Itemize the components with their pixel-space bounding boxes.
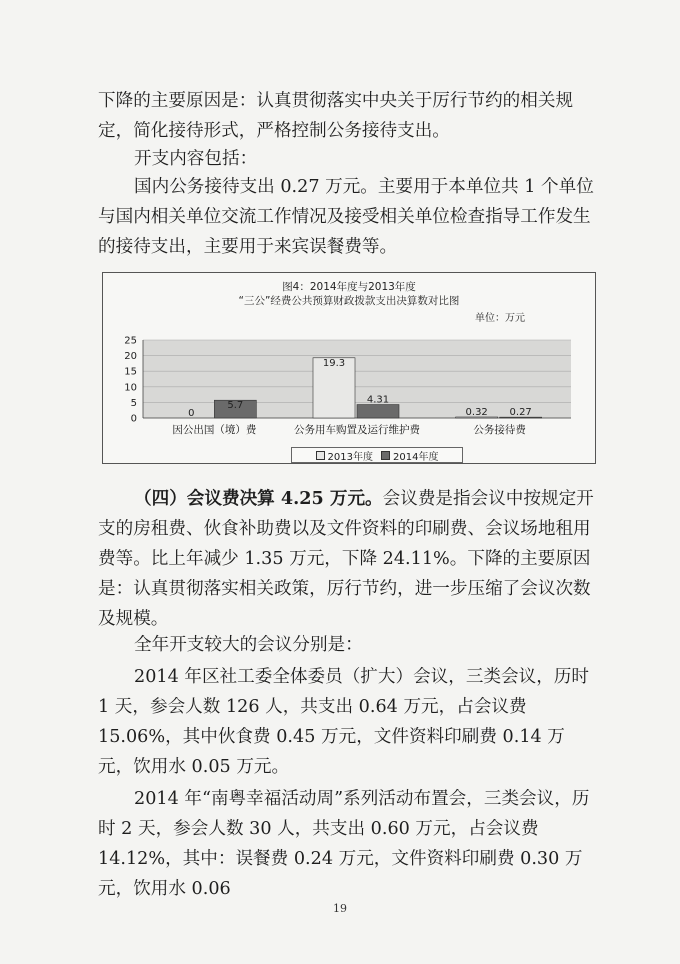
y-tick-label: 10 xyxy=(124,382,137,394)
x-category-label: 因公出国（境）费 xyxy=(172,424,257,436)
data-label: 19.3 xyxy=(322,357,346,369)
y-tick-label: 0 xyxy=(130,413,137,425)
paragraph-4 xyxy=(98,484,598,634)
meeting-fee-heading: （四）会议费决算 4.25 万元。 xyxy=(134,488,383,509)
data-label: 0.27 xyxy=(509,407,532,419)
legend-label-2014: 2014年度 xyxy=(393,451,439,463)
data-label: 0.32 xyxy=(465,407,488,419)
data-label: 5.7 xyxy=(227,400,244,412)
legend-label-2013: 2013年度 xyxy=(327,451,373,463)
data-label: 4.31 xyxy=(366,394,390,406)
legend-item-2013 xyxy=(316,448,373,463)
y-tick-label: 15 xyxy=(124,366,137,378)
bar-chart xyxy=(103,273,595,445)
legend-swatch-2014 xyxy=(381,451,390,460)
y-tick-label: 5 xyxy=(130,397,137,409)
legend-swatch-2013 xyxy=(316,451,325,460)
chart-container xyxy=(102,272,596,464)
chart-legend xyxy=(291,447,463,463)
chart-unit-label: 单位：万元 xyxy=(475,313,525,324)
y-tick-label: 20 xyxy=(124,351,137,363)
y-tick-label: 25 xyxy=(124,335,137,347)
data-label: 0 xyxy=(188,408,195,419)
chart-title: 图4：2014年度与2013年度 xyxy=(282,281,416,293)
page-number: 19 xyxy=(333,902,347,915)
meeting-fee-body: 会议费是指会议中按规定开支的房租费、伙食补助费以及文件资料的印刷费、会议场地租用费等。比上年减少 1.35 万元，下降 24.11%。下降的主要原因是：认真贯彻落实相关政策，厉行节约，进一步压缩了会议次数及规模。 xyxy=(98,489,594,629)
legend-item-2014 xyxy=(381,448,438,463)
x-category-label: 公务接待费 xyxy=(473,424,526,436)
chart-subtitle: “三公”经费公共预算财政拨款支出决算数对比图 xyxy=(238,295,460,307)
paragraph-3: 国内公务接待支出 0.27 万元。主要用于本单位共 1 个单位与国内相关单位交流工作情况及接受相关单位检查指导工作发生的接待支出，主要用于来宾误餐费等。 xyxy=(98,177,594,257)
paragraph-1: 下降的主要原因是：认真贯彻落实中央关于厉行节约的相关规定，简化接待形式，严格控制公务接待支出。 xyxy=(98,91,574,141)
paragraph-5: 全年开支较大的会议分别是： xyxy=(134,635,363,655)
paragraph-6: 2014 年区社工委全体委员（扩大）会议，三类会议，历时 1 天，参会人数 126 人，共支出 0.64 万元，占会议费 15.06%，其中伙食费 0.45 万元，文件资料印刷费 0.14 万元，饮用水 0.05 万元。 xyxy=(98,667,590,777)
bar xyxy=(357,405,399,418)
paragraph-7: 2014 年“南粤幸福活动周”系列活动布置会，三类会议，历时 2 天，参会人数 30 人，共支出 0.60 万元，占会议费 14.12%，其中：误餐费 0.24 万元，文件资料印刷费 0.30 万元，饮用水 0.06 xyxy=(98,789,590,899)
paragraph-2: 开支内容包括： xyxy=(134,149,258,169)
x-category-label: 公务用车购置及运行维护费 xyxy=(294,424,420,436)
